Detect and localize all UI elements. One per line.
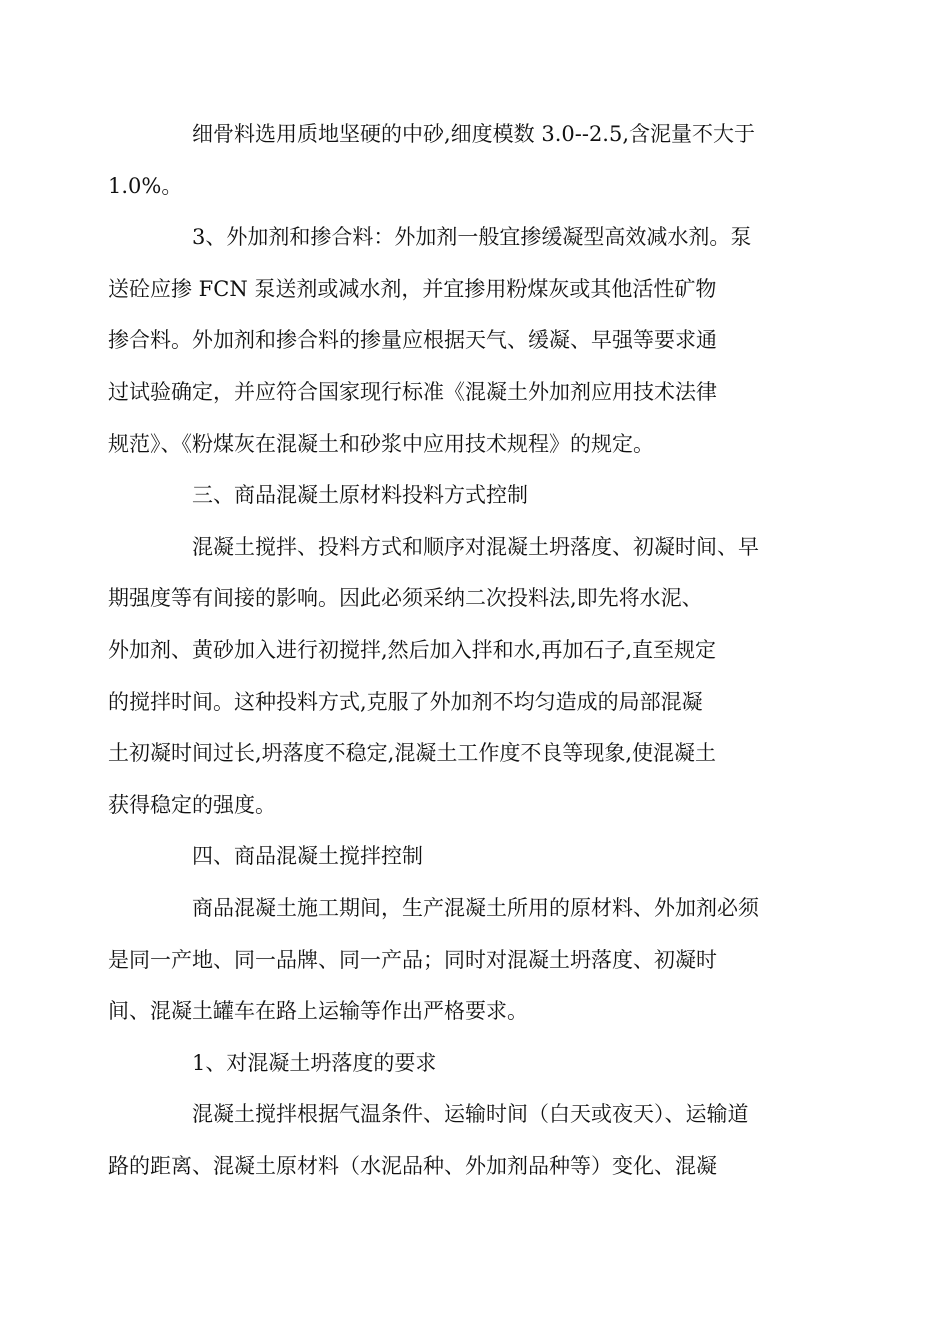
heading-text: 1、对混凝土坍落度的要求 [192,1050,437,1075]
paragraph-fine-aggregate [108,109,802,212]
section-heading-slump-requirement [150,1038,802,1090]
text-line: 细骨料选用质地坚硬的中砂,细度模数 3.0--2.5,含泥量不大于 [192,122,756,146]
text-line: 混凝土搅拌根据气温条件、运输时间（白天或夜天）、运输道 [192,1102,749,1127]
text-line: 3、外加剂和掺合料：外加剂一般宜掺缓凝型高效减水剂。泵 [192,225,752,250]
text-line: 期强度等有间接的影响。因此必须采纳二次投料法,即先将水泥、 [108,586,703,611]
text-line: 送砼应掺 FCN 泵送剂或减水剂，并宜掺用粉煤灰或其他活性矿物 [108,276,717,301]
heading-text: 三、商品混凝土原材料投料方式控制 [192,483,528,508]
text-line: 1.0%。 [108,173,183,198]
text-line: 获得稳定的强度。 [108,792,276,817]
section-heading-mixing-control [150,831,802,883]
text-line: 间、混凝土罐车在路上运输等作出严格要求。 [108,999,528,1024]
text-line: 混凝土搅拌、投料方式和顺序对混凝土坍落度、初凝时间、早 [192,534,759,559]
text-line: 过试验确定，并应符合国家现行标准《混凝土外加剂应用技术法律 [108,379,717,404]
text-line: 土初凝时间过长,坍落度不稳定,混凝土工作度不良等现象,使混凝土 [108,741,717,766]
text-line: 是同一产地、同一品牌、同一产品；同时对混凝土坍落度、初凝时 [108,947,717,972]
heading-text: 四、商品混凝土搅拌控制 [192,844,423,869]
text-line: 的搅拌时间。这种投料方式,克服了外加剂不均匀造成的局部混凝 [108,689,703,714]
text-line: 规范》、《粉煤灰在混凝土和砂浆中应用技术规程》的规定。 [108,431,654,456]
paragraph-slump-requirement [108,1089,802,1192]
paragraph-mixing-control [108,883,802,1038]
text-line: 外加剂、黄砂加入进行初搅拌,然后加入拌和水,再加石子,直至规定 [108,637,717,662]
section-heading-feeding-method [150,470,802,522]
paragraph-feeding-method [108,522,802,832]
text-line: 商品混凝土施工期间，生产混凝土所用的原材料、外加剂必须 [192,895,759,920]
paragraph-admixtures [108,212,802,470]
text-line: 路的距离、混凝土原材料（水泥品种、外加剂品种等）变化、混凝 [108,1153,717,1178]
document-body [108,109,802,1192]
text-line: 掺合料。外加剂和掺合料的掺量应根据天气、缓凝、早强等要求通 [108,328,717,353]
